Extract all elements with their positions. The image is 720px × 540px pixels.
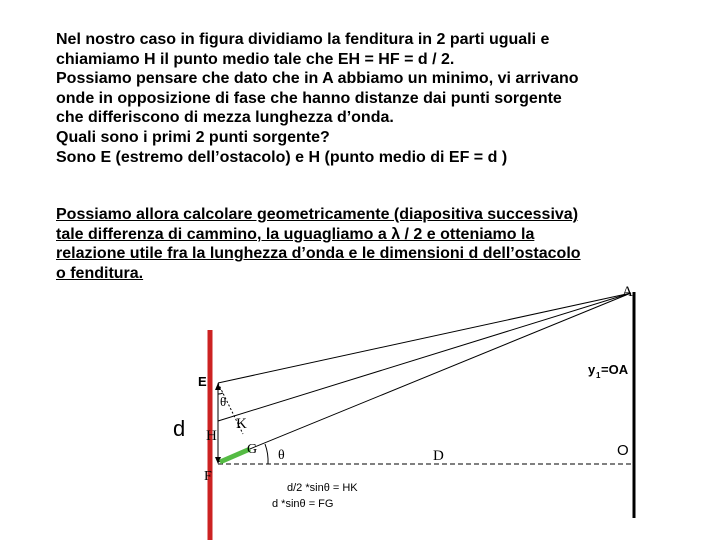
label-y1-rest: =OA bbox=[601, 362, 629, 377]
text-line: o fenditura. bbox=[56, 264, 144, 282]
ray-H-A bbox=[218, 293, 631, 421]
label-y1: y bbox=[588, 362, 596, 377]
label-K: K bbox=[236, 416, 247, 432]
label-theta-upper: θ bbox=[220, 394, 227, 409]
label-O: O bbox=[617, 442, 629, 459]
text-line: Sono E (estremo dell’ostacolo) e H (punto medio di EF = d ) bbox=[56, 148, 508, 166]
label-A: A bbox=[622, 284, 633, 300]
text-line: relazione utile fra la lunghezza d’onda e le dimensioni d dell’ostacolo bbox=[56, 245, 581, 263]
theta-arc-lower bbox=[265, 444, 268, 464]
text-line: tale differenza di cammino, la uguagliamo a λ / 2 e otteniamo la bbox=[56, 225, 535, 243]
text-line: onde in opposizione di fase che hanno distanze dai punti sorgente bbox=[56, 89, 562, 107]
equation-FG: d *sinθ = FG bbox=[272, 498, 334, 510]
text-line: Nel nostro caso in figura dividiamo la fenditura in 2 parti uguali e bbox=[56, 31, 550, 48]
fg-segment bbox=[220, 449, 250, 462]
label-E: E bbox=[198, 374, 207, 389]
text-line: Possiamo allora calcolare geometricamente (diapositiva successiva) bbox=[56, 206, 579, 223]
label-H: H bbox=[206, 428, 217, 444]
label-G: G bbox=[247, 442, 258, 457]
text-line: Quali sono i primi 2 punti sorgente? bbox=[56, 128, 330, 146]
label-F: F bbox=[204, 469, 212, 484]
text-line: chiamiamo H il punto medio tale che EH = HF = d / 2. bbox=[56, 50, 455, 68]
equation-HK: d/2 *sinθ = HK bbox=[287, 482, 358, 494]
label-theta-lower: θ bbox=[278, 448, 285, 463]
label-d: d bbox=[173, 416, 186, 441]
text-line: che differiscono di mezza lunghezza d’onda. bbox=[56, 109, 394, 127]
label-y1-subscript: 1 bbox=[596, 371, 601, 380]
text-line: Possiamo pensare che dato che in A abbiamo un minimo, vi arrivano bbox=[56, 70, 579, 88]
label-D: D bbox=[433, 448, 444, 464]
ray-E-A bbox=[218, 293, 631, 383]
ray-F-A bbox=[218, 293, 631, 462]
